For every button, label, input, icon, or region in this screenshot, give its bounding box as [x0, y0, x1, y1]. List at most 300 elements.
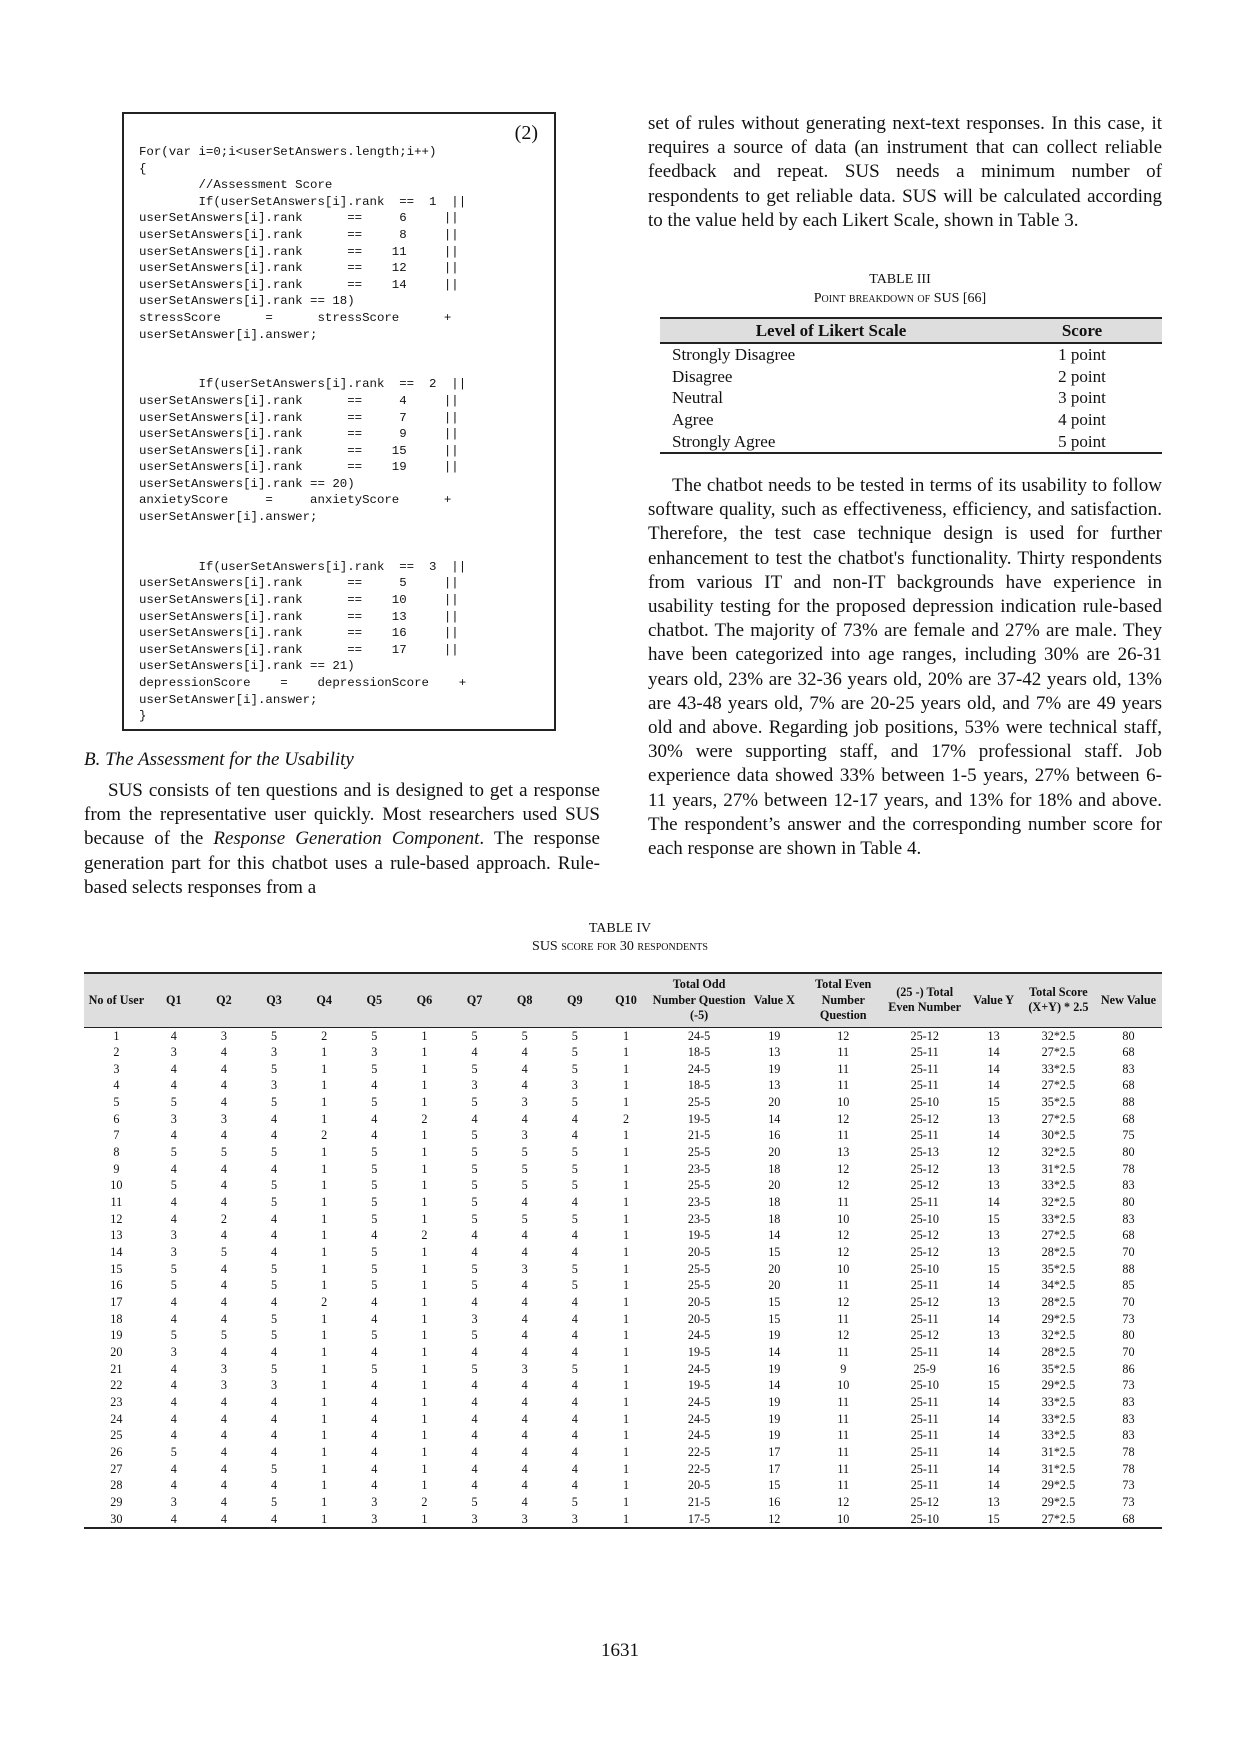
table-cell: 4 — [220, 1428, 227, 1443]
table-cell: 4 — [170, 1195, 177, 1210]
table-cell: 4 — [170, 1061, 177, 1076]
table-cell: 4 — [220, 1311, 227, 1326]
table-cell: 1 — [321, 1045, 328, 1060]
table-row — [660, 366, 1162, 388]
table-cell: 5 — [471, 1028, 478, 1043]
table-cell: 1 — [421, 1478, 428, 1493]
table-cell: 1 — [421, 1178, 428, 1193]
table-cell: 12 — [837, 1228, 850, 1243]
table-title: SUS score for 30 respondents — [532, 939, 708, 954]
table-cell: 30 — [84, 1511, 149, 1529]
table-cell: 5 — [371, 1245, 378, 1260]
table-row — [84, 1511, 1162, 1529]
table-cell: 1 — [321, 1494, 328, 1509]
table-cell: 68 — [1122, 1045, 1135, 1060]
paragraph-text: SUS consists of ten questions and is designed to get a response from the representative user quickly. Most researchers used SUS because of the — [84, 780, 600, 850]
table-cell: 10 — [803, 1511, 884, 1529]
table-cell: 14 — [987, 1128, 1000, 1143]
left-column-text — [84, 779, 600, 900]
table-cell: 4 — [521, 1295, 528, 1309]
table-cell: 20 — [768, 1178, 781, 1193]
paragraph: set of rules without generating next-text responses. In this case, it requires a source of data (an instrument that can collect reliable feedback and repeat. SUS needs a minimum number of respondents to get reliable data. SUS will be calculated according to the value held by each Likert Scale, shown in Table 3. — [648, 113, 1162, 231]
table-cell: 1 — [421, 1028, 428, 1043]
table-cell: 4 — [471, 1411, 478, 1426]
table-cell: 4 — [220, 1061, 227, 1076]
table-cell: 4 — [371, 1461, 378, 1476]
table-cell: 13 — [987, 1494, 1000, 1509]
table-cell: 1 — [421, 1461, 428, 1476]
table-cell: 5 — [371, 1145, 378, 1160]
table-cell: 15 — [987, 1211, 1000, 1226]
table-cell: 1 — [321, 1311, 328, 1326]
table-cell: 17 — [768, 1461, 781, 1476]
table-cell: 1 — [321, 1344, 328, 1359]
table-cell: 10 — [837, 1378, 850, 1393]
table-cell: 4 — [371, 1311, 378, 1326]
table-cell: 1 — [321, 1078, 328, 1093]
table-cell: 5 — [220, 1328, 227, 1343]
table-cell: 35*2.5 — [1041, 1261, 1076, 1276]
table-cell: 19 — [768, 1394, 781, 1409]
table-cell: 4 — [220, 1461, 227, 1476]
table-cell: 4 — [271, 1161, 278, 1176]
table-row — [84, 1044, 1162, 1061]
table-cell: 25-11 — [910, 1195, 939, 1210]
table-cell: 32*2.5 — [1041, 1145, 1076, 1160]
table-cell: 32*2.5 — [1041, 1195, 1076, 1210]
table-row — [84, 1311, 1162, 1328]
table-row — [84, 1177, 1162, 1194]
table-row — [660, 430, 1162, 453]
table-cell: 83 — [1122, 1411, 1135, 1426]
table-cell: 1 — [421, 1344, 428, 1359]
table-cell: 12 — [746, 1511, 802, 1529]
table-cell: 27*2.5 — [1022, 1511, 1095, 1529]
table-cell: 4 — [521, 1394, 528, 1409]
table-cell: 11 — [837, 1444, 850, 1459]
table-cell: 5 — [471, 1261, 478, 1276]
table-cell: 13 — [987, 1228, 1000, 1243]
table-cell: 1 — [321, 1428, 328, 1443]
table-cell: 73 — [1122, 1378, 1135, 1393]
table-cell: 2 — [321, 1295, 328, 1309]
table-cell: 22-5 — [687, 1444, 711, 1459]
table-cell: 5 — [371, 1211, 378, 1226]
column-header: Q3 — [249, 973, 299, 1027]
table-cell: 3 — [170, 1245, 177, 1260]
table-header-row — [660, 318, 1162, 343]
table-cell: 80 — [1122, 1195, 1135, 1210]
table-cell: 5 — [371, 1328, 378, 1343]
table-cell: 20 — [768, 1095, 781, 1110]
table-cell: 5 — [471, 1328, 478, 1343]
table-cell: 1 — [321, 1378, 328, 1393]
table-cell: 4 — [471, 1478, 478, 1493]
table-cell: 1 — [622, 1444, 630, 1459]
table-cell: 16 — [110, 1278, 123, 1293]
table-cell: 11 — [837, 1311, 850, 1326]
table-row — [660, 409, 1162, 431]
table-cell: 70 — [1122, 1344, 1135, 1359]
table-cell: 1 — [321, 1061, 328, 1076]
table-cell: 1 — [622, 1261, 630, 1276]
table-cell: 4 — [571, 1444, 578, 1459]
table-cell: 2 — [421, 1111, 428, 1126]
table-row — [84, 1461, 1162, 1478]
table-row — [84, 1411, 1162, 1428]
table-cell: 4 — [371, 1444, 378, 1459]
table-cell: 5 — [521, 1145, 528, 1160]
table-cell: 25-11 — [910, 1061, 939, 1076]
table-cell: 22-5 — [687, 1461, 711, 1476]
table-cell: 5 — [571, 1261, 578, 1276]
table-cell: 3 — [521, 1361, 528, 1376]
table-cell: 4 — [471, 1295, 478, 1309]
table-cell: 1 — [421, 1394, 428, 1409]
table-cell: 5 — [471, 1494, 478, 1509]
table-cell: 1 — [622, 1028, 630, 1043]
table-cell: 1 — [321, 1211, 328, 1226]
column-header: Q1 — [149, 973, 199, 1027]
table-cell: 34*2.5 — [1041, 1278, 1076, 1293]
table-cell: 73 — [1122, 1494, 1135, 1509]
table-cell: 68 — [1122, 1111, 1135, 1126]
table-cell: 4 — [371, 1394, 378, 1409]
table-cell: 25-5 — [687, 1278, 711, 1293]
table-cell: 13 — [987, 1295, 1000, 1309]
table-cell: 25-11 — [910, 1411, 939, 1426]
table-cell: 15 — [768, 1245, 781, 1260]
table-cell: 12 — [837, 1111, 850, 1126]
table-cell: 21-5 — [687, 1494, 711, 1509]
table-cell: 19 — [768, 1028, 781, 1043]
table-row — [84, 1127, 1162, 1144]
table-cell: 14 — [987, 1428, 1000, 1443]
table-cell: 5 — [170, 1278, 177, 1293]
table-cell: 4 — [571, 1128, 578, 1143]
table-cell: 1 — [421, 1211, 428, 1226]
table-cell: 4 — [220, 1128, 227, 1143]
table-cell: 4 — [170, 1478, 177, 1493]
table-cell: 4 — [471, 1228, 478, 1243]
table-cell: 14 — [110, 1245, 123, 1260]
score-cell: 1 point — [1058, 345, 1106, 365]
table-cell: 14 — [987, 1411, 1000, 1426]
table-row — [660, 387, 1162, 409]
table-cell: 13 — [768, 1045, 781, 1060]
table-cell: 5 — [571, 1278, 578, 1293]
column-header: Total Score (X+Y) * 2.5 — [1022, 973, 1095, 1027]
table-cell: 35*2.5 — [1041, 1361, 1076, 1376]
table-cell: 14 — [987, 1061, 1000, 1076]
table-cell: 20 — [768, 1261, 781, 1276]
table-cell: 85 — [1122, 1278, 1135, 1293]
table-cell: 5 — [220, 1145, 227, 1160]
table-cell: 18 — [768, 1161, 781, 1176]
table-cell: 5 — [271, 1261, 278, 1276]
table-cell: 4 — [220, 1494, 227, 1509]
table-cell: 16 — [987, 1361, 1000, 1376]
table-cell: 4 — [170, 1411, 177, 1426]
table-cell: 12 — [837, 1028, 850, 1043]
table-cell: 25-5 — [687, 1178, 711, 1193]
table-cell: 3 — [471, 1311, 478, 1326]
table-cell: 2 — [622, 1111, 630, 1126]
table-cell: 5 — [220, 1245, 227, 1260]
table-cell: 21 — [110, 1361, 123, 1376]
table-cell: 1 — [421, 1078, 428, 1093]
table-cell: 8 — [113, 1145, 120, 1160]
table-cell: 29*2.5 — [1041, 1478, 1076, 1493]
page-number: 1631 — [601, 1640, 639, 1661]
table-cell: 4 — [521, 1195, 528, 1210]
table-cell: 1 — [421, 1361, 428, 1376]
table-cell: 20-5 — [687, 1245, 711, 1260]
table-row — [84, 1344, 1162, 1361]
paragraph-text: . The response generation part for this chatbot uses a rule-based approach. Rule-based selects responses from a — [84, 828, 600, 898]
table-cell: 1 — [421, 1195, 428, 1210]
table-cell: 4 — [170, 1078, 177, 1093]
table-cell: 4 — [371, 1411, 378, 1426]
table-cell: 20 — [110, 1344, 123, 1359]
table-cell: 5 — [471, 1128, 478, 1143]
table-row — [84, 1261, 1162, 1278]
table-cell: 11 — [837, 1278, 850, 1293]
table-cell: 3 — [220, 1378, 227, 1393]
table-cell: 14 — [987, 1478, 1000, 1493]
table-cell: 1 — [321, 1278, 328, 1293]
table-cell: 19 — [768, 1361, 781, 1376]
table-cell: 1 — [321, 1444, 328, 1459]
table-cell: 4 — [371, 1478, 378, 1493]
column-header: Q5 — [349, 973, 399, 1027]
table-cell: 28*2.5 — [1041, 1245, 1076, 1260]
table-cell: 21-5 — [687, 1128, 711, 1143]
table-cell: 3 — [450, 1511, 500, 1529]
table-cell: 31*2.5 — [1041, 1461, 1076, 1476]
table-cell: 1 — [421, 1161, 428, 1176]
table-cell: 1 — [421, 1145, 428, 1160]
table-cell: 5 — [371, 1028, 378, 1043]
table-cell: 19-5 — [687, 1111, 711, 1126]
score-cell: 4 point — [1058, 410, 1106, 430]
table-cell: 29*2.5 — [1041, 1494, 1076, 1509]
table-cell: 14 — [768, 1111, 781, 1126]
table-cell: 15 — [965, 1511, 1021, 1529]
table-cell: 4 — [220, 1478, 227, 1493]
table-cell: 88 — [1122, 1095, 1135, 1110]
table-cell: 29*2.5 — [1041, 1378, 1076, 1393]
table-cell: 3 — [371, 1045, 378, 1060]
table-cell: 4 — [220, 1344, 227, 1359]
table-cell: 3 — [170, 1228, 177, 1243]
table-cell: 14 — [987, 1045, 1000, 1060]
table-cell: 1 — [622, 1295, 630, 1309]
table-cell: 5 — [471, 1061, 478, 1076]
table-cell: 4 — [521, 1228, 528, 1243]
table-cell: 4 — [249, 1511, 299, 1529]
table-cell: 22 — [110, 1378, 123, 1393]
table-cell: 25-9 — [913, 1361, 936, 1376]
table-cell: 11 — [837, 1394, 850, 1409]
table-cell: 1 — [321, 1461, 328, 1476]
table-cell: 6 — [113, 1111, 120, 1126]
table-row — [84, 1377, 1162, 1394]
table-cell: 5 — [371, 1161, 378, 1176]
table-cell: 1 — [321, 1111, 328, 1126]
table-cell: 4 — [521, 1061, 528, 1076]
table-cell: 13 — [837, 1145, 850, 1160]
table-cell: 78 — [1122, 1444, 1135, 1459]
table-cell: 20-5 — [687, 1295, 711, 1309]
table-cell: 25-11 — [910, 1045, 939, 1060]
table-cell: 27 — [110, 1461, 123, 1476]
column-header: No of User — [84, 973, 149, 1027]
table-cell: 33*2.5 — [1041, 1061, 1076, 1076]
table-cell: 11 — [837, 1045, 850, 1060]
table-cell: 1 — [421, 1328, 428, 1343]
table-cell: 4 — [471, 1428, 478, 1443]
table-cell: 4 — [271, 1211, 278, 1226]
table-cell: 3 — [550, 1511, 600, 1529]
table-cell: 3 — [220, 1028, 227, 1043]
table-cell: 5 — [571, 1211, 578, 1226]
table-cell: 25-12 — [910, 1245, 939, 1260]
table-row — [84, 1294, 1162, 1311]
table-cell: 70 — [1122, 1295, 1135, 1309]
table-cell: 19 — [768, 1428, 781, 1443]
table-title: Point breakdown of SUS [66] — [813, 291, 987, 306]
table-cell: 5 — [271, 1028, 278, 1043]
table-cell: 12 — [837, 1295, 850, 1309]
table-cell: 86 — [1122, 1361, 1135, 1376]
table-cell: 10 — [837, 1261, 850, 1276]
table-cell: 1 — [622, 1128, 630, 1143]
table-cell: 24 — [110, 1411, 123, 1426]
table-cell: 4 — [170, 1128, 177, 1143]
table-cell: 80 — [1122, 1028, 1135, 1043]
table-cell: 1 — [622, 1061, 630, 1076]
table-cell: 80 — [1122, 1145, 1135, 1160]
table-cell: 16 — [768, 1494, 781, 1509]
table-row — [84, 1161, 1162, 1178]
table-cell: 11 — [837, 1078, 850, 1093]
table-cell: 27*2.5 — [1041, 1228, 1076, 1243]
table-cell: 4 — [471, 1461, 478, 1476]
table-cell: 4 — [271, 1478, 278, 1493]
table-cell: 5 — [371, 1361, 378, 1376]
table-cell: 11 — [837, 1461, 850, 1476]
table-cell: 27*2.5 — [1041, 1045, 1076, 1060]
table-cell: 29*2.5 — [1041, 1311, 1076, 1326]
table-cell: 83 — [1122, 1178, 1135, 1193]
table-row — [660, 343, 1162, 366]
table-cell: 18 — [110, 1311, 123, 1326]
table-cell: 1 — [622, 1461, 630, 1476]
table-cell: 25-10 — [884, 1511, 965, 1529]
table-cell: 1 — [321, 1178, 328, 1193]
table-cell: 4 — [220, 1394, 227, 1409]
table-cell: 18 — [768, 1211, 781, 1226]
table-cell: 4 — [471, 1245, 478, 1260]
table-cell: 1 — [622, 1278, 630, 1293]
likert-level-cell: Neutral — [672, 388, 723, 408]
table-cell: 5 — [371, 1261, 378, 1276]
table-cell: 5 — [271, 1178, 278, 1193]
table-cell: 88 — [1122, 1261, 1135, 1276]
table-cell: 14 — [987, 1394, 1000, 1409]
table-header-row — [84, 973, 1162, 1027]
table-cell: 4 — [571, 1111, 578, 1126]
table-cell: 25-5 — [687, 1261, 711, 1276]
table-cell: 4 — [521, 1344, 528, 1359]
table-cell: 1 — [622, 1478, 630, 1493]
likert-level-cell: Agree — [672, 410, 714, 430]
table-cell: 5 — [271, 1461, 278, 1476]
table-cell: 1 — [622, 1095, 630, 1110]
paragraph — [84, 779, 600, 900]
table-cell: 33*2.5 — [1041, 1411, 1076, 1426]
table-cell: 4 — [220, 1178, 227, 1193]
table-cell: 1 — [399, 1511, 449, 1529]
table-cell: 1 — [321, 1161, 328, 1176]
table-cell: 4 — [521, 1311, 528, 1326]
table-cell: 1 — [321, 1245, 328, 1260]
table-cell: 10 — [110, 1178, 123, 1193]
section-heading: B. The Assessment for the Usability — [84, 749, 354, 770]
table-cell: 25-5 — [687, 1095, 711, 1110]
table-cell: 5 — [371, 1178, 378, 1193]
table-cell: 25-11 — [910, 1311, 939, 1326]
table-cell: 5 — [571, 1045, 578, 1060]
table-cell: 4 — [471, 1344, 478, 1359]
score-cell: 2 point — [1058, 366, 1106, 386]
score-cell: 3 point — [1058, 388, 1106, 408]
table-cell: 1 — [421, 1428, 428, 1443]
table-cell: 4 — [170, 1461, 177, 1476]
table-cell: 19 — [768, 1411, 781, 1426]
table-cell: 4 — [521, 1245, 528, 1260]
table-cell: 25-11 — [910, 1344, 939, 1359]
table-cell: 12 — [110, 1211, 123, 1226]
table3-caption — [660, 270, 1140, 308]
table-cell: 5 — [571, 1161, 578, 1176]
equation-number: (2) — [514, 122, 538, 144]
table-cell: 3 — [349, 1511, 399, 1529]
table-cell: 13 — [987, 1161, 1000, 1176]
table-cell: 4 — [371, 1428, 378, 1443]
table-cell: 1 — [421, 1061, 428, 1076]
table-cell: 5 — [571, 1178, 578, 1193]
table-cell: 3 — [271, 1378, 278, 1393]
column-header: Q10 — [600, 973, 652, 1027]
table-cell: 4 — [521, 1278, 528, 1293]
column-header: (25 -) Total Even Number — [884, 973, 965, 1027]
table-cell: 5 — [571, 1145, 578, 1160]
table-cell: 12 — [837, 1494, 850, 1509]
table-cell: 1 — [622, 1411, 630, 1426]
likert-score-table — [660, 317, 1162, 454]
table-cell: 24-5 — [687, 1361, 711, 1376]
table-cell: 15 — [110, 1261, 123, 1276]
table-cell: 5 — [271, 1361, 278, 1376]
table-cell: 13 — [987, 1328, 1000, 1343]
table-cell: 5 — [471, 1095, 478, 1110]
table-cell: 4 — [521, 1045, 528, 1060]
table-cell: 5 — [271, 1328, 278, 1343]
table-row — [84, 1094, 1162, 1111]
table-cell: 70 — [1122, 1245, 1135, 1260]
